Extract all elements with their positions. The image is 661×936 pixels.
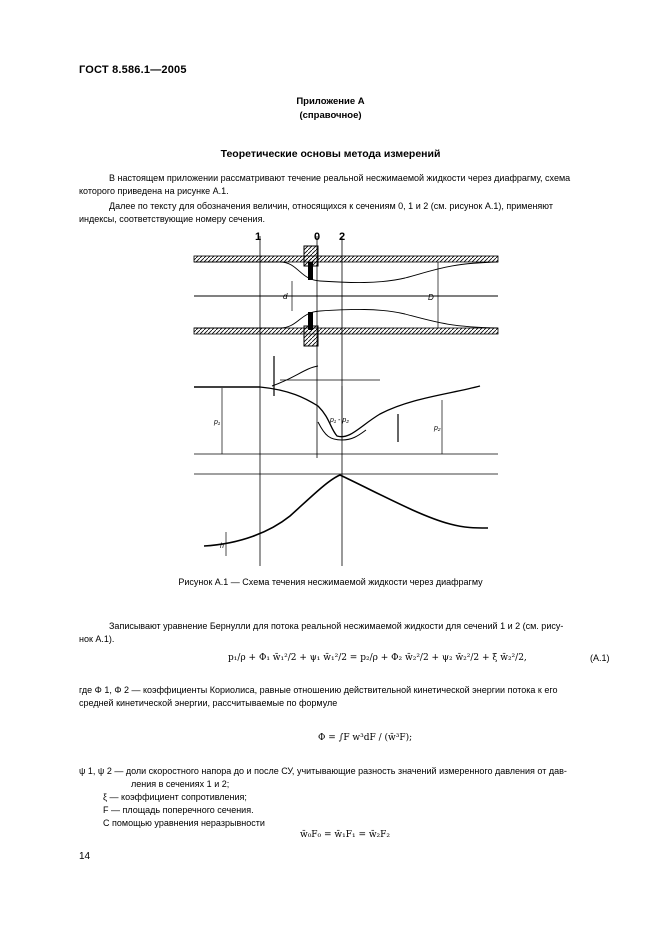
pressure-curve-wall [260,386,480,437]
equation-continuity: w̄₀F₀ = w̄₁F₁ = w̄₂F₂ [300,830,391,840]
appendix-type: (справочное) [299,110,362,121]
equation-a1-number: (А.1) [590,653,610,663]
section-title: Теоретические основы метода измерений [220,148,441,160]
text-line: Записывают уравнение Бернулли для потока реальной несжимаемой жидкости для сечений 1 и 2 (см. рису- [109,621,564,631]
dp-label: p₁ - p₂ [330,417,349,424]
orifice-plate-bottom [308,312,313,330]
text-line: Далее по тексту для обозначения величин, относящихся к сечениям 0, 1 и 2 (см. рисунок А.1), применяют [109,201,553,211]
text-line: которого приведена на рисунке А.1. [79,186,229,196]
paragraph-definitions [79,765,616,830]
text-line: С помощью уравнения неразрывности [103,818,265,828]
dimension-D-label: D [428,293,434,302]
figure-caption: Рисунок А.1 — Схема течения несжимаемой жидкости через диафрагму [178,577,483,587]
paragraph-bernoulli [79,620,616,646]
paragraph-intro [79,172,616,226]
text-line: В настоящем приложении рассматривают течение реальной несжимаемой жидкости через диафрагму, схема [109,173,571,183]
section-label-0: 0 [314,231,321,243]
pressure-curve-upper [272,366,318,386]
paragraph-coriolis [79,684,616,710]
text-line: нок А.1). [79,634,115,644]
equation-phi: Φ = ∫F w³dF / (w̄³F); [318,733,413,743]
section-label-1: 1 [255,231,262,243]
velocity-profile-curve [204,475,488,546]
page-number: 14 [79,851,91,862]
text-line: индексы, соответствующие номеру сечения. [79,214,265,224]
orifice-plate-top [308,262,313,280]
dimension-d-label: d [283,292,288,301]
text-line: где Φ 1, Φ 2 — коэффициенты Кориолиса, равные отношению действительной кинетической энергии потока к его [79,685,558,695]
document-header: ГОСТ 8.586.1—2005 [79,64,187,76]
streamline-lower [194,309,498,328]
pipe-wall-top [194,256,498,262]
p2-label: p₂ [434,425,441,432]
text-line: ψ 1, ψ 2 — доли скоростного напора до и после СУ, учитывающие разность значений измеренного давления от дав- [79,766,567,776]
p1-label: p₁ [214,419,221,426]
equation-a1: p₁/ρ + Φ₁ w̄₁²/2 + ψ₁ w̄₁²/2 = p₂/ρ + Φ₂ w̄₂²/2 + ψ₂ w̄₂²/2 + ξ w̄₂²/2, [228,653,527,663]
pipe-wall-bottom [194,328,498,334]
section-label-2: 2 [339,231,346,243]
text-line: ξ — коэффициент сопротивления; [103,792,247,802]
streamline-upper [194,262,498,283]
text-line: ления в сечениях 1 и 2; [131,779,230,789]
h-label: h [220,543,224,550]
appendix-name: Приложение А [296,96,365,107]
figure-orifice-flow-diagram [180,226,510,571]
text-line: средней кинетической энергии, рассчитываемые по формуле [79,698,338,708]
text-line: F — площадь поперечного сечения. [103,805,254,815]
